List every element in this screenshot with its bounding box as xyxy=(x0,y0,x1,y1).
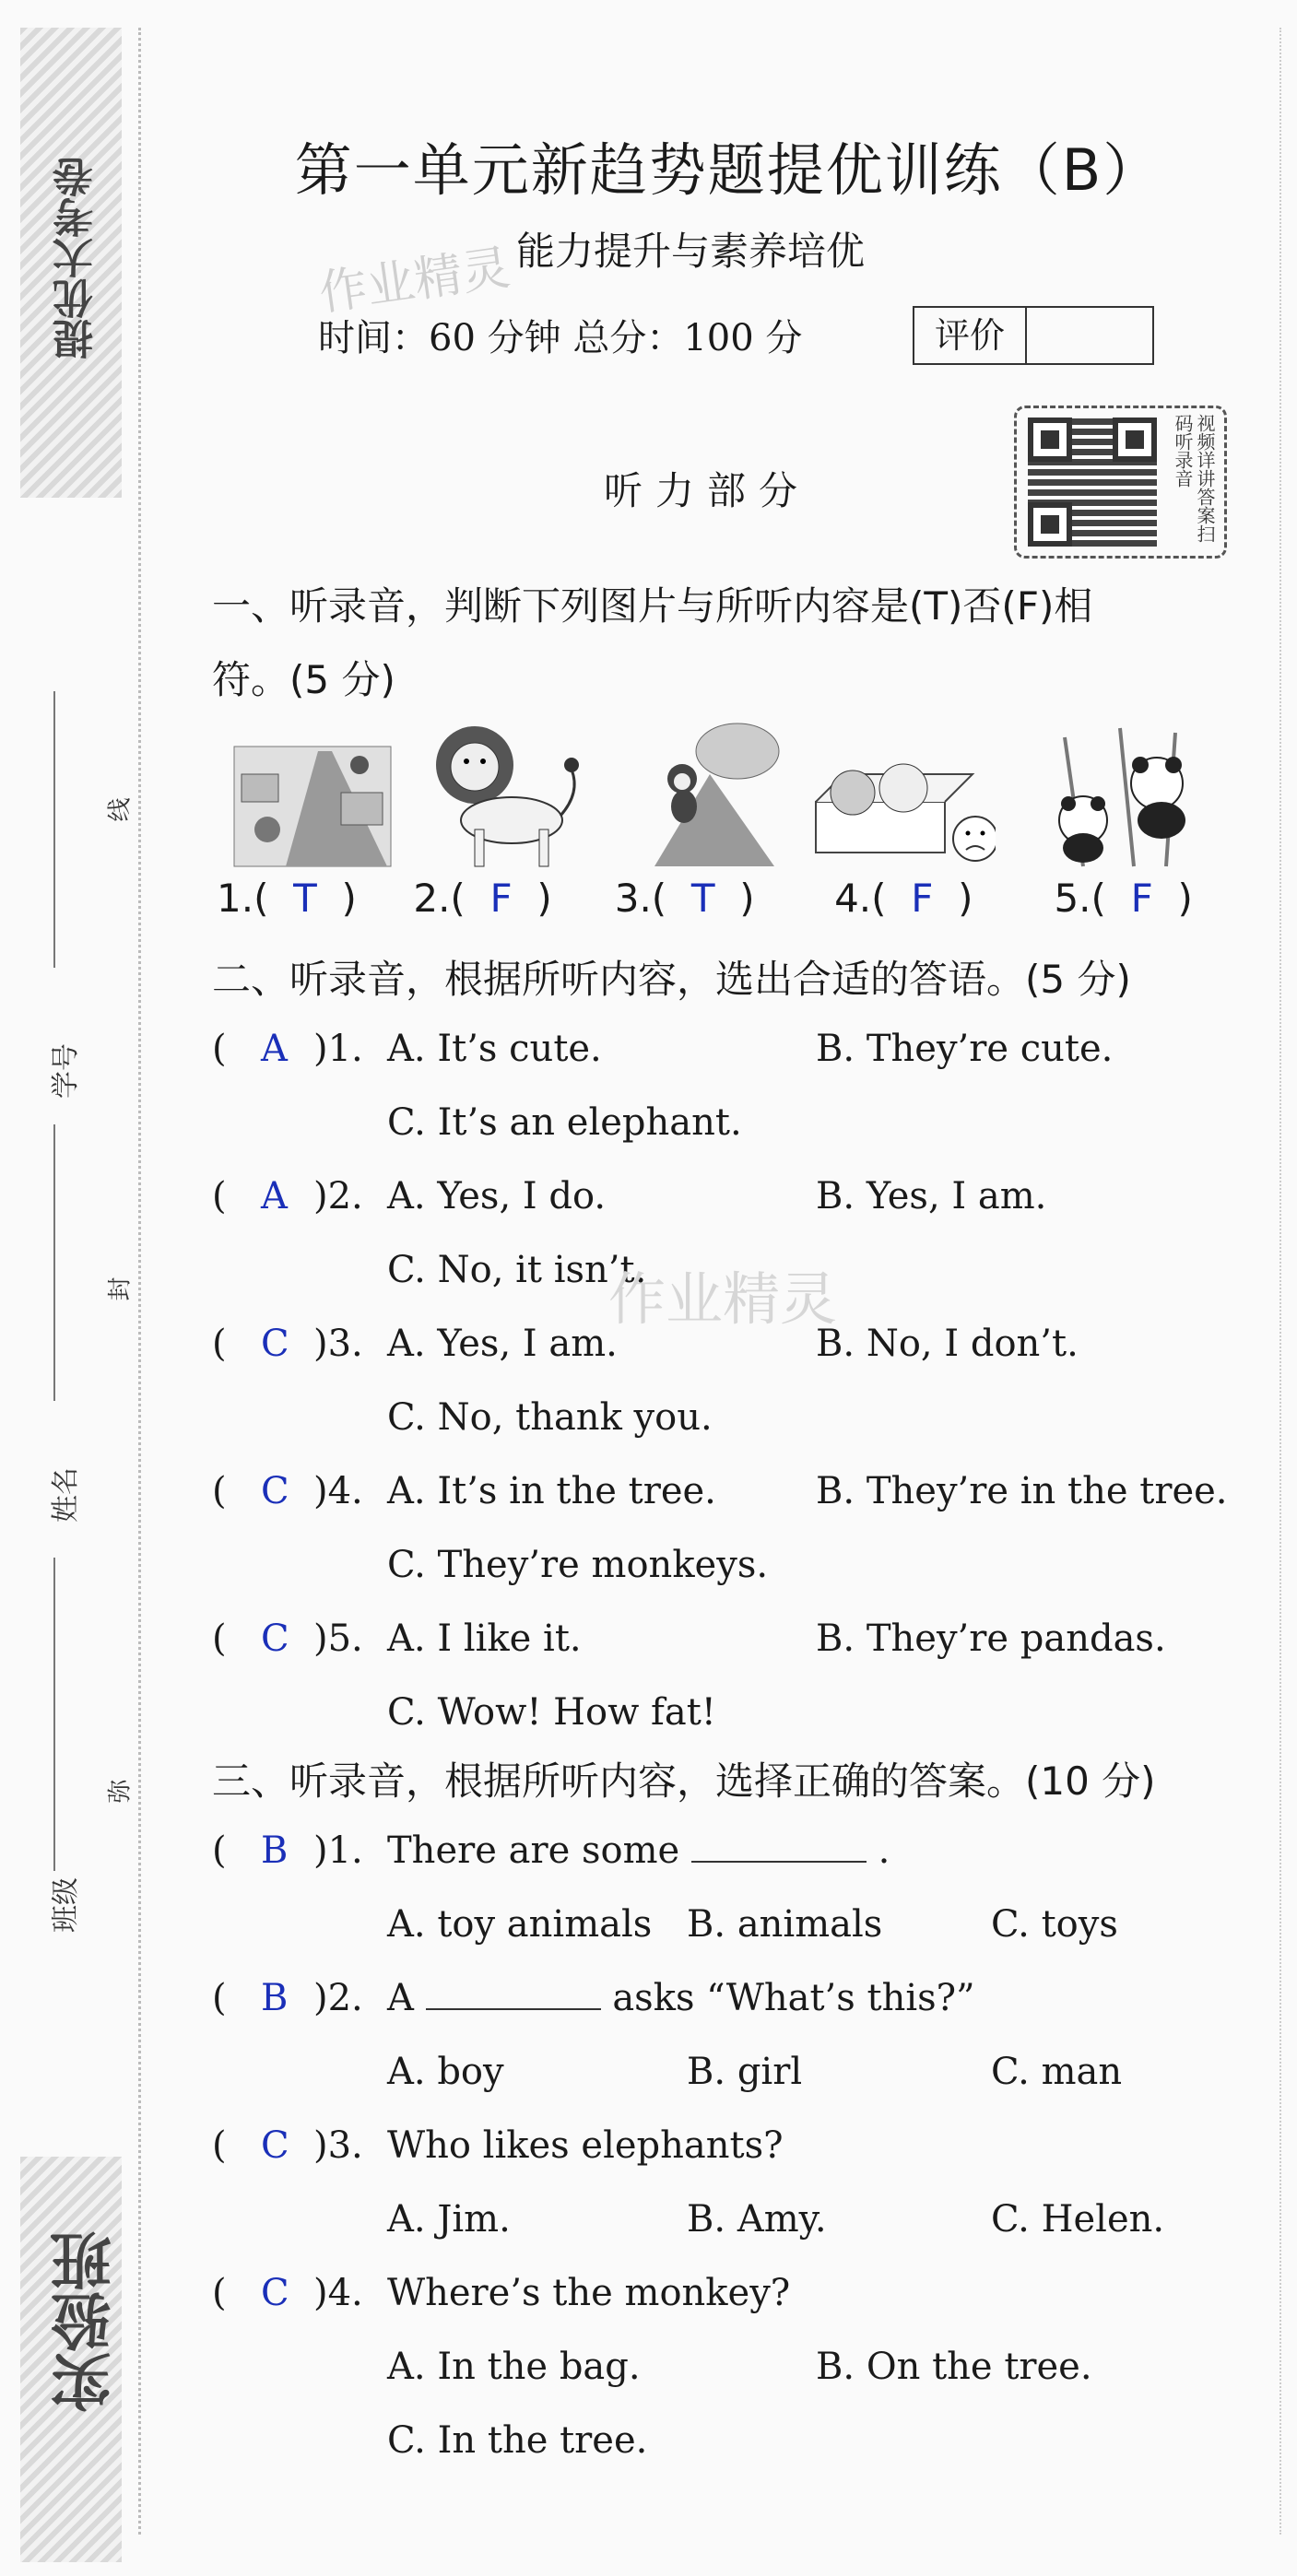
q3-stem-suffix: asks “What’s this?” xyxy=(612,1977,975,2019)
evaluation-box xyxy=(913,306,1154,365)
q1-answer-row xyxy=(217,876,1193,921)
q2-option-a[interactable]: A. Yes, I do. xyxy=(387,1175,607,1217)
qr-code-box[interactable] xyxy=(1014,406,1227,559)
lion-icon xyxy=(424,719,590,871)
q2-title: 二、听录音，根据所听内容，选出合适的答语。(5 分) xyxy=(212,957,1131,1002)
q3-option-c[interactable]: C. toys xyxy=(991,1903,1118,1946)
brand-top-text: 提优大考卷 xyxy=(53,157,100,359)
right-dotted-line xyxy=(1279,28,1281,2535)
binding-strip xyxy=(0,0,135,2576)
q2-paren-open: ( xyxy=(212,1175,227,1217)
q3-option-b[interactable]: B. girl xyxy=(687,2051,803,2093)
q2-option-a[interactable]: A. I like it. xyxy=(387,1617,582,1660)
q2-option-b[interactable]: B. They’re in the tree. xyxy=(816,1470,1228,1512)
binding-dotted-line xyxy=(138,28,141,2535)
q3-number: )1. xyxy=(313,1829,363,1872)
q3-option-c[interactable]: C. man xyxy=(991,2051,1123,2093)
q1-answer-3-value[interactable]: T xyxy=(690,876,715,921)
xingming-label: 姓名 xyxy=(50,1467,82,1523)
cats-in-box-icon xyxy=(811,719,996,871)
mark-mi: 弥 xyxy=(106,1779,135,1804)
q3-stem-text: Who likes elephants? xyxy=(387,2124,784,2167)
q3-stem-text: Where’s the monkey? xyxy=(387,2272,791,2314)
qr-finder-icon xyxy=(1113,418,1157,462)
q2-option-b[interactable]: B. They’re pandas. xyxy=(816,1617,1166,1660)
q2-option-c[interactable]: C. No, it isn’t. xyxy=(387,1249,647,1291)
mark-xian: 线 xyxy=(106,797,135,822)
q1-title-line2: 符。(5 分) xyxy=(212,657,395,702)
q2-option-c[interactable]: C. No, thank you. xyxy=(387,1396,713,1439)
q2-option-b[interactable]: B. Yes, I am. xyxy=(816,1175,1047,1217)
q1-answer-3: 3.( T ) xyxy=(614,876,755,921)
xingming-line xyxy=(53,1558,55,1834)
q3-stem xyxy=(387,2124,784,2167)
q2-option-b[interactable]: B. They’re cute. xyxy=(816,1028,1114,1070)
q2-paren-open: ( xyxy=(212,1470,227,1512)
q3-paren-open: ( xyxy=(212,1977,227,2019)
q1-title-line1: 一、听录音，判断下列图片与所听内容是(T)否(F)相 xyxy=(212,583,1093,629)
qr-code-icon xyxy=(1028,418,1157,547)
q3-option-c[interactable]: C. Helen. xyxy=(991,2198,1165,2241)
q1-answer-5: 5.( F ) xyxy=(1054,876,1193,921)
monkey-in-tree-icon xyxy=(636,719,784,871)
q3-option-a[interactable]: A. In the bag. xyxy=(387,2346,641,2388)
q1-answer-1: 1.( T ) xyxy=(217,876,357,921)
q2-number: )2. xyxy=(313,1175,363,1217)
q3-stem-text: A xyxy=(387,1977,414,2019)
q2-option-b[interactable]: B. No, I don’t. xyxy=(816,1323,1079,1365)
q3-option-b[interactable]: B. Amy. xyxy=(687,2198,827,2241)
q3-answer[interactable]: B xyxy=(261,1977,289,2019)
q1-answer-4: 4.( F ) xyxy=(834,876,973,921)
banji-label: 班级 xyxy=(50,1877,82,1933)
qr-finder-icon xyxy=(1028,418,1072,462)
xuehao-line xyxy=(53,691,55,968)
q2-option-a[interactable]: A. It’s in the tree. xyxy=(387,1470,716,1512)
evaluation-label: 评价 xyxy=(914,308,1027,363)
q3-paren-open: ( xyxy=(212,2124,227,2167)
q2-answer[interactable]: C xyxy=(261,1470,289,1512)
q2-paren-open: ( xyxy=(212,1617,227,1660)
q3-number: )3. xyxy=(313,2124,363,2167)
q2-answer[interactable]: C xyxy=(261,1617,289,1660)
section-title: 听力部分 xyxy=(604,468,811,513)
q2-option-a[interactable]: A. It’s cute. xyxy=(387,1028,602,1070)
q2-option-c[interactable]: C. It’s an elephant. xyxy=(387,1101,742,1144)
pandas-icon xyxy=(1046,719,1208,871)
q2-paren-open: ( xyxy=(212,1323,227,1365)
xingming-line-top xyxy=(53,1124,55,1401)
q1-answer-4-value[interactable]: F xyxy=(911,876,934,921)
q3-option-a[interactable]: A. boy xyxy=(387,2051,504,2093)
q2-paren-open: ( xyxy=(212,1028,227,1070)
time-score-info: 时间：60 分钟 总分：100 分 xyxy=(318,317,803,359)
brand-bottom-text: 实验班 xyxy=(51,2230,122,2413)
q3-answer[interactable]: C xyxy=(261,2272,289,2314)
q1-answer-2: 2.( F ) xyxy=(413,876,552,921)
page-title: 第一单元新趋势题提优训练（B） xyxy=(294,136,1162,204)
watermark: 作业精灵 xyxy=(608,1265,838,1333)
q2-answer[interactable]: A xyxy=(261,1028,288,1070)
q2-number: )4. xyxy=(313,1470,363,1512)
q3-blank[interactable] xyxy=(691,1831,867,1863)
q2-number: )3. xyxy=(313,1323,363,1365)
q1-answer-2-value[interactable]: F xyxy=(489,876,513,921)
q3-stem xyxy=(387,1977,975,2019)
q3-option-b[interactable]: B. animals xyxy=(687,1903,883,1946)
page-subtitle: 能力提升与素养培优 xyxy=(516,229,866,274)
q2-option-c[interactable]: C. Wow! How fat! xyxy=(387,1691,716,1734)
q3-option-b[interactable]: B. On the tree. xyxy=(816,2346,1092,2388)
evaluation-field[interactable] xyxy=(1027,308,1152,363)
q3-stem-suffix: . xyxy=(878,1829,890,1872)
q3-stem xyxy=(387,2272,790,2314)
banji-line xyxy=(53,1834,55,1871)
q3-answer[interactable]: C xyxy=(261,2124,289,2167)
q3-stem-text: There are some xyxy=(387,1829,680,1872)
mark-feng: 封 xyxy=(106,1276,135,1301)
q3-answer[interactable]: B xyxy=(261,1829,289,1872)
q3-number: )2. xyxy=(313,1977,363,2019)
q2-answer[interactable]: A xyxy=(261,1175,288,1217)
q2-option-a[interactable]: A. Yes, I am. xyxy=(387,1323,618,1365)
watermark: 作业精灵 xyxy=(315,240,513,323)
q3-stem xyxy=(387,1829,890,1872)
xuehao-label: 学号 xyxy=(50,1043,82,1099)
q3-title: 三、听录音，根据所听内容，选择正确的答案。(10 分) xyxy=(212,1759,1156,1804)
q2-number: )5. xyxy=(313,1617,363,1660)
q1-answer-5-value[interactable]: F xyxy=(1130,876,1153,921)
q3-option-c[interactable]: C. In the tree. xyxy=(387,2419,648,2462)
q1-answer-1-value[interactable]: T xyxy=(293,876,317,921)
qr-caption: 视频详讲答案扫码听录音 xyxy=(1172,414,1216,543)
q3-paren-open: ( xyxy=(212,1829,227,1872)
q3-option-a[interactable]: A. toy animals xyxy=(387,1903,653,1946)
q3-number: )4. xyxy=(313,2272,363,2314)
qr-finder-icon xyxy=(1028,502,1072,547)
street-scene-icon xyxy=(230,719,396,871)
q2-option-c[interactable]: C. They’re monkeys. xyxy=(387,1544,769,1586)
q3-option-a[interactable]: A. Jim. xyxy=(387,2198,511,2241)
q3-paren-open: ( xyxy=(212,2272,227,2314)
q2-number: )1. xyxy=(313,1028,363,1070)
q2-answer[interactable]: C xyxy=(261,1323,289,1365)
q3-blank[interactable] xyxy=(426,1979,601,2010)
